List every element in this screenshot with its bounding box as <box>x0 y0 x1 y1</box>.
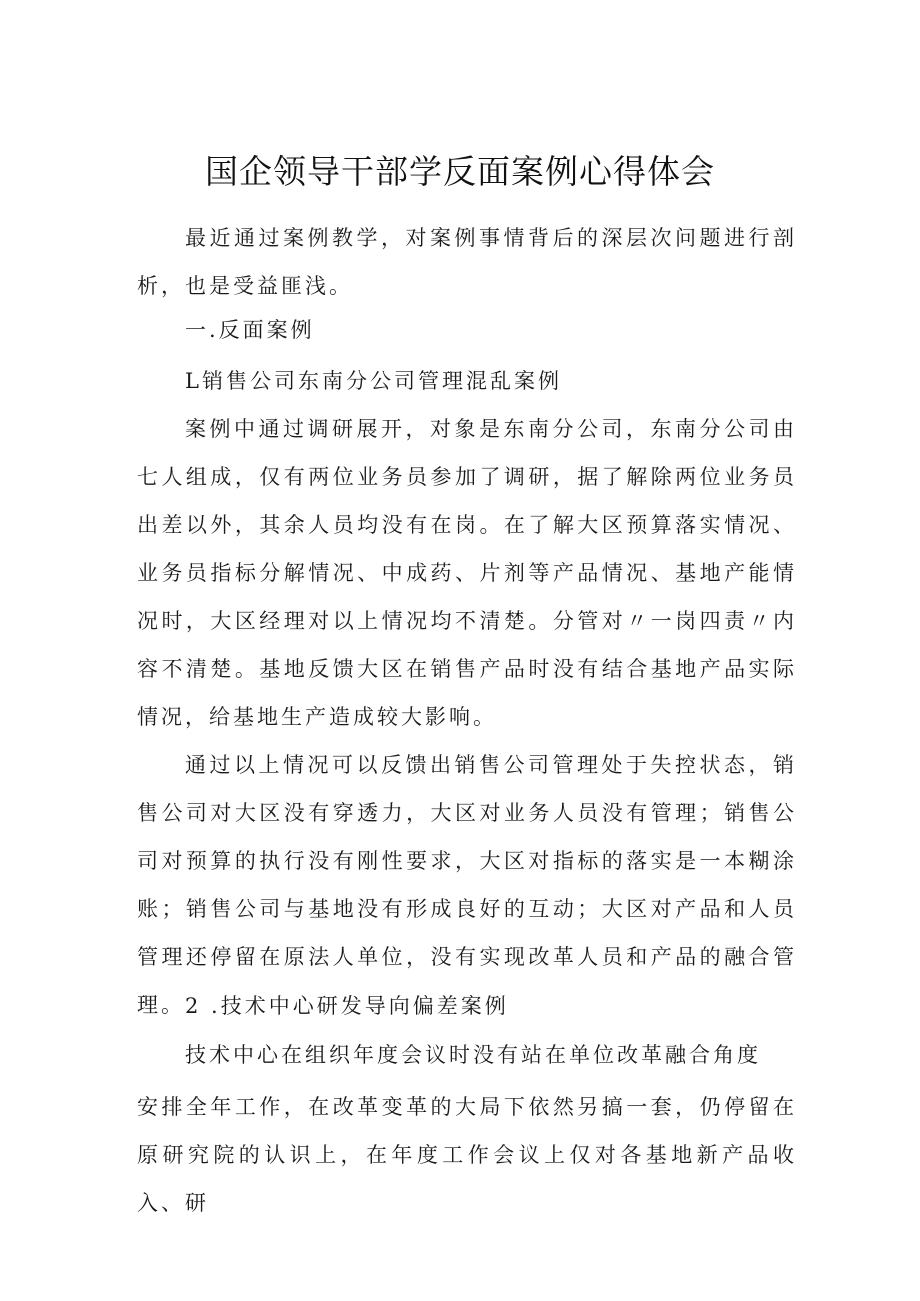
document-title: 国企领导干部学反面案例心得体会 <box>205 152 715 191</box>
case2-body-paragraph: 安排全年工作，在改革变革的大局下依然另搞一套，仍停留在原研究院的认识上，在年度工作会议上仅对各基地新产品收入、研 <box>137 1095 797 1215</box>
case1-body-paragraph: 案例中通过调研展开，对象是东南分公司，东南分公司由七人组成，仅有两位业务员参加了调研，据了解除两位业务员出差以外，其余人员均没有在岗。在了解大区预算落实情况、业务员指标分解情况、中成药、片剂等产品情况、基地产能情况时，大区经理对以上情况均不清楚。分管对〃一岗四责〃内容不清楚。基地反馈大区在销售产品时没有结合基地产品实际情况，给基地生产造成较大影响。 <box>137 417 797 729</box>
case2-first-line: 技术中心在组织年度会议时没有站在单位改革融合角度 <box>185 1043 761 1067</box>
intro-paragraph: 最近通过案例教学，对案例事情背后的深层次问题进行剖析，也是受益匪浅。 <box>137 226 797 298</box>
case2-heading: 2 .技术中心研发导向偏差案例 <box>185 994 509 1018</box>
section-heading-negative-cases: 一.反面案例 <box>185 318 315 342</box>
case1-heading: L销售公司东南分公司管理混乱案例 <box>185 369 562 393</box>
case1-analysis-paragraph: 通过以上情况可以反馈出销售公司管理处于失控状态，销售公司对大区没有穿透力，大区对业务人员没有管理；销售公司对预算的执行没有刚性要求，大区对指标的落实是一本糊涂账；销售公司与基地没有形成良好的互动；大区对产品和人员管理还停留在原法人单位，没有实现改革人员和产品的融合管理。 <box>137 753 797 1017</box>
